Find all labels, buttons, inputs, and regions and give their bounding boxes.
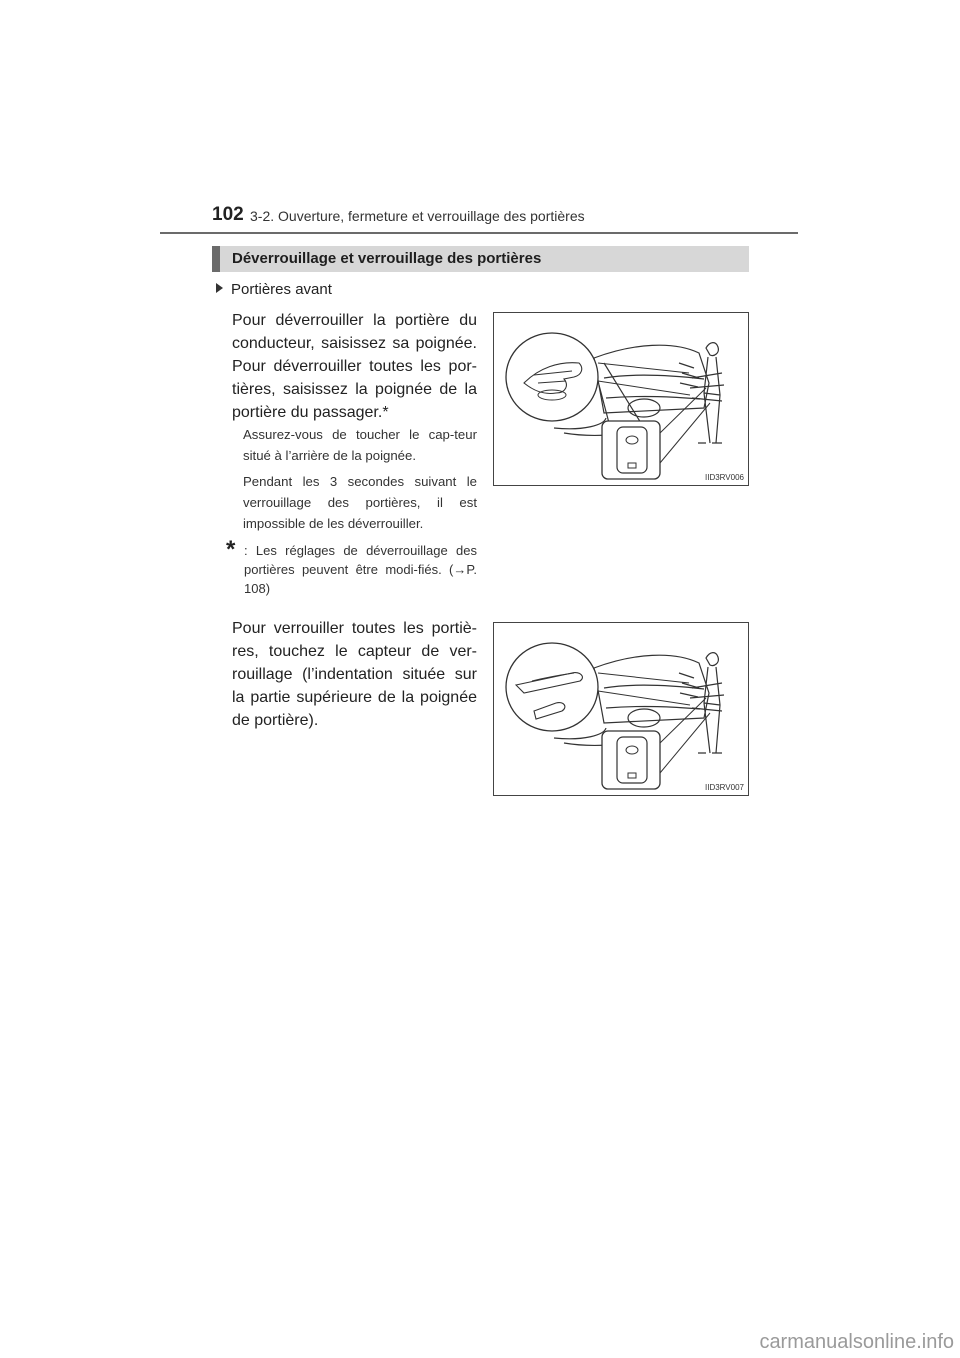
figure-lock [493, 622, 749, 796]
hand-touch-sensor-icon [494, 623, 750, 797]
figure-unlock [493, 312, 749, 486]
subheading [216, 281, 332, 298]
paragraph-unlock: Pour déverrouiller la portière du conducteur, saisissez sa poignée. Pour déverrouiller toutes les por-tières, saisissez la poignée de la portière du passager.* [232, 312, 477, 421]
paragraph-lock: Pour verrouiller toutes les portiè-res, touchez le capteur de ver-rouillage (l’indentation située sur la partie supérieure de la poignée de portière). [232, 620, 477, 729]
arrow-icon [216, 283, 223, 293]
page-number: 102 [212, 204, 244, 225]
note-delay: Pendant les 3 secondes suivant le verrouillage des portières, il est impossible de les déverrouiller. [243, 474, 477, 531]
chapter-title: 3-2. Ouverture, fermeture et verrouillage des portières [250, 208, 585, 224]
figure-code: IID3RV007 [705, 783, 744, 792]
watermark: carmanualsonline.info [759, 1331, 954, 1353]
footnote-mark: * [226, 536, 236, 563]
header-rule [160, 232, 798, 234]
section-header [212, 246, 749, 272]
section-title: Déverrouillage et verrouillage des portières [232, 250, 542, 267]
note-sensor: Assurez-vous de toucher le cap-teur situé à l’arrière de la poignée. [243, 427, 477, 463]
figure-code: IID3RV006 [705, 473, 744, 482]
footnote-text: : Les réglages de déverrouillage des portières peuvent être modi-fiés. (→P. 108) [244, 543, 477, 596]
subheading-label: Portières avant [231, 281, 332, 298]
hand-grip-handle-icon [494, 313, 750, 487]
